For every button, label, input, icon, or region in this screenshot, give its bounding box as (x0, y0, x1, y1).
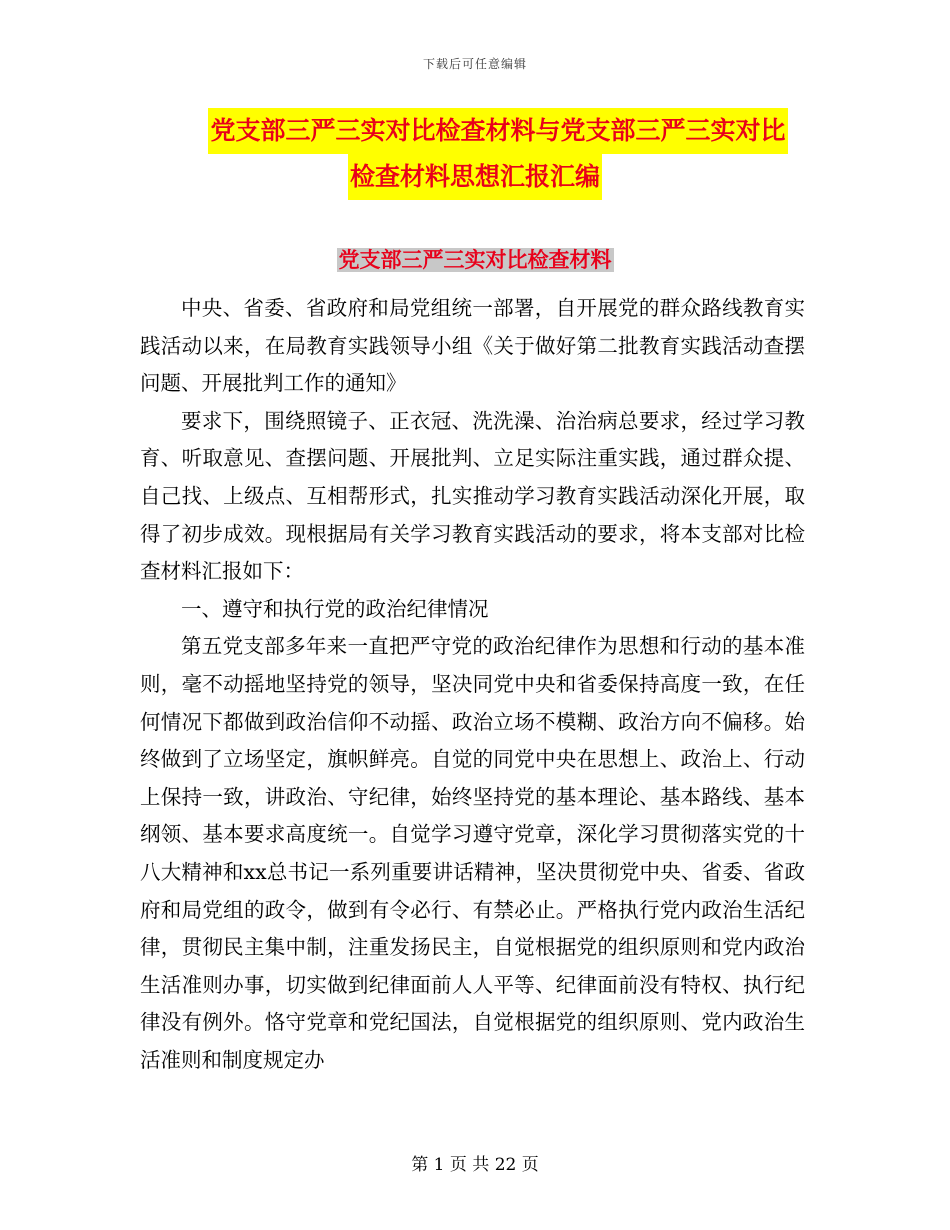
paragraph: 第五党支部多年来一直把严守党的政治纪律作为思想和行动的基本准则，毫不动摇地坚持党的领导，坚决同党中央和省委保持高度一致，在任何情况下都做到政治信仰不动摇、政治立场不模糊、政治方向不偏移。始终做到了立场坚定，旗帜鲜亮。自觉的同党中央在思想上、政治上、行动上保持一致，讲政治、守纪律，始终坚持党的基本理论、基本路线、基本纲领、基本要求高度统一。自觉学习遵守党章，深化学习贯彻落实党的十八大精神和xx总书记一系列重要讲话精神，坚决贯彻党中央、省委、省政府和局党组的政令，做到有令必行、有禁必止。严格执行党内政治生活纪律，贯彻民主集中制，注重发扬民主，自觉根据党的组织原则和党内政治生活准则办事，切实做到纪律面前人人平等、纪律面前没有特权、执行纪律没有例外。恪守党章和党纪国法，自觉根据党的组织原则、党内政治生活准则和制度规定办 (140, 634, 805, 1072)
document-title-line-1: 党支部三严三实对比检查材料与党支部三严三实对比 (208, 108, 787, 154)
page-footer: 第 1 页 共 22 页 (411, 1155, 539, 1175)
paragraph: 要求下，围绕照镜子、正衣冠、洗洗澡、治治病总要求，经过学习教育、听取意见、查摆问题、开展批判、立足实际注重实践，通过群众提、自己找、上级点、互相帮形式，扎实推动学习教育实践活动深化开展，取得了初步成效。现根据局有关学习教育实践活动的要求，将本支部对比检查材料汇报如下： (140, 408, 805, 584)
section-title-text: 党支部三严三实对比检查材料 (338, 248, 612, 272)
body-text (140, 290, 805, 1079)
document-title-line-2: 检查材料思想汇报汇编 (348, 154, 602, 200)
document-title (0, 108, 950, 200)
paragraph: 一、遵守和执行党的政治纪律情况 (181, 596, 489, 621)
paragraph: 中央、省委、省政府和局党组统一部署，自开展党的群众路线教育实践活动以来，在局教育实践领导小组《关于做好第二批教育实践活动查摆问题、开展批判工作的通知》 (140, 296, 805, 396)
section-title (0, 242, 950, 278)
header-note: 下载后可任意编辑 (422, 57, 527, 71)
